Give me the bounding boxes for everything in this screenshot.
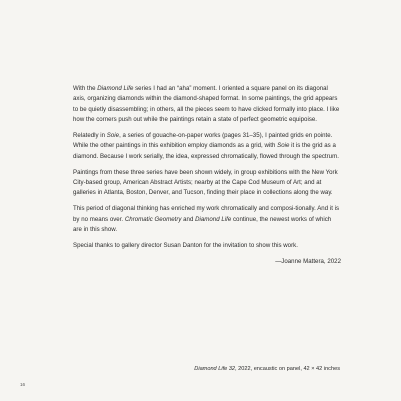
paragraph-5: Special thanks to gallery director Susan Danton for the invitation to show this work. <box>73 241 298 249</box>
page-number: 16 <box>20 382 26 387</box>
text-run: With the <box>73 85 98 92</box>
text-run: This period of diagonal thinking has enriched my work chromatically and composi-tionally. And it is by no means over. <box>73 205 340 223</box>
text-run: it is the grid as a diamond. Because I work serially, the idea, expressed chromatically, flowed through the spectrum. <box>73 142 339 160</box>
series-title: Chromatic Geometry <box>124 215 182 223</box>
text-run: series I had an “aha” moment. I oriented a square panel on its diagonal axis, organizing diamonds within the diamond-shaped format. In some paintings, the grid appears to be quietly disassembling; in others, all the pieces seem to have clicked formally into place. I like how the corners push out while the paintings retain a state of perfect geometric equipoise. <box>73 85 340 124</box>
signature: —Joanne Mattera, 2022 <box>275 257 341 265</box>
series-title: Soie <box>106 132 120 140</box>
paragraph-3: Paintings from these three series have been shown widely, in group exhibitions with the New York City-based group, American Abstract Artists; nearby at the Cape Cod Museum of Art; and at galleries in Atlanta, Boston, Denver, and Tucson, finding their place in collections along the way. <box>73 168 338 197</box>
text-run: continue, the newest works of which are in this show. <box>73 215 332 234</box>
series-title: Soie <box>277 142 290 150</box>
paragraph-1 <box>73 84 341 126</box>
series-title: Diamond Life <box>195 215 232 223</box>
caption-details: , 2022, encaustic on panel, 42 × 42 inches <box>235 366 340 372</box>
caption-title: Diamond Life 32 <box>194 366 236 372</box>
text-run: and <box>181 215 196 223</box>
series-title: Diamond Life <box>97 85 134 92</box>
text-run: Relatedly in <box>73 132 107 140</box>
text-run: , a series of gouache-on-paper works (pages 31–35), I painted grids en pointe. While the other paintings in this exhibition employ diamonds as a grid, with <box>73 132 333 150</box>
image-caption <box>190 366 340 373</box>
paragraph-2 <box>73 131 341 162</box>
essay-body <box>73 84 341 272</box>
paragraph-4 <box>73 204 341 235</box>
